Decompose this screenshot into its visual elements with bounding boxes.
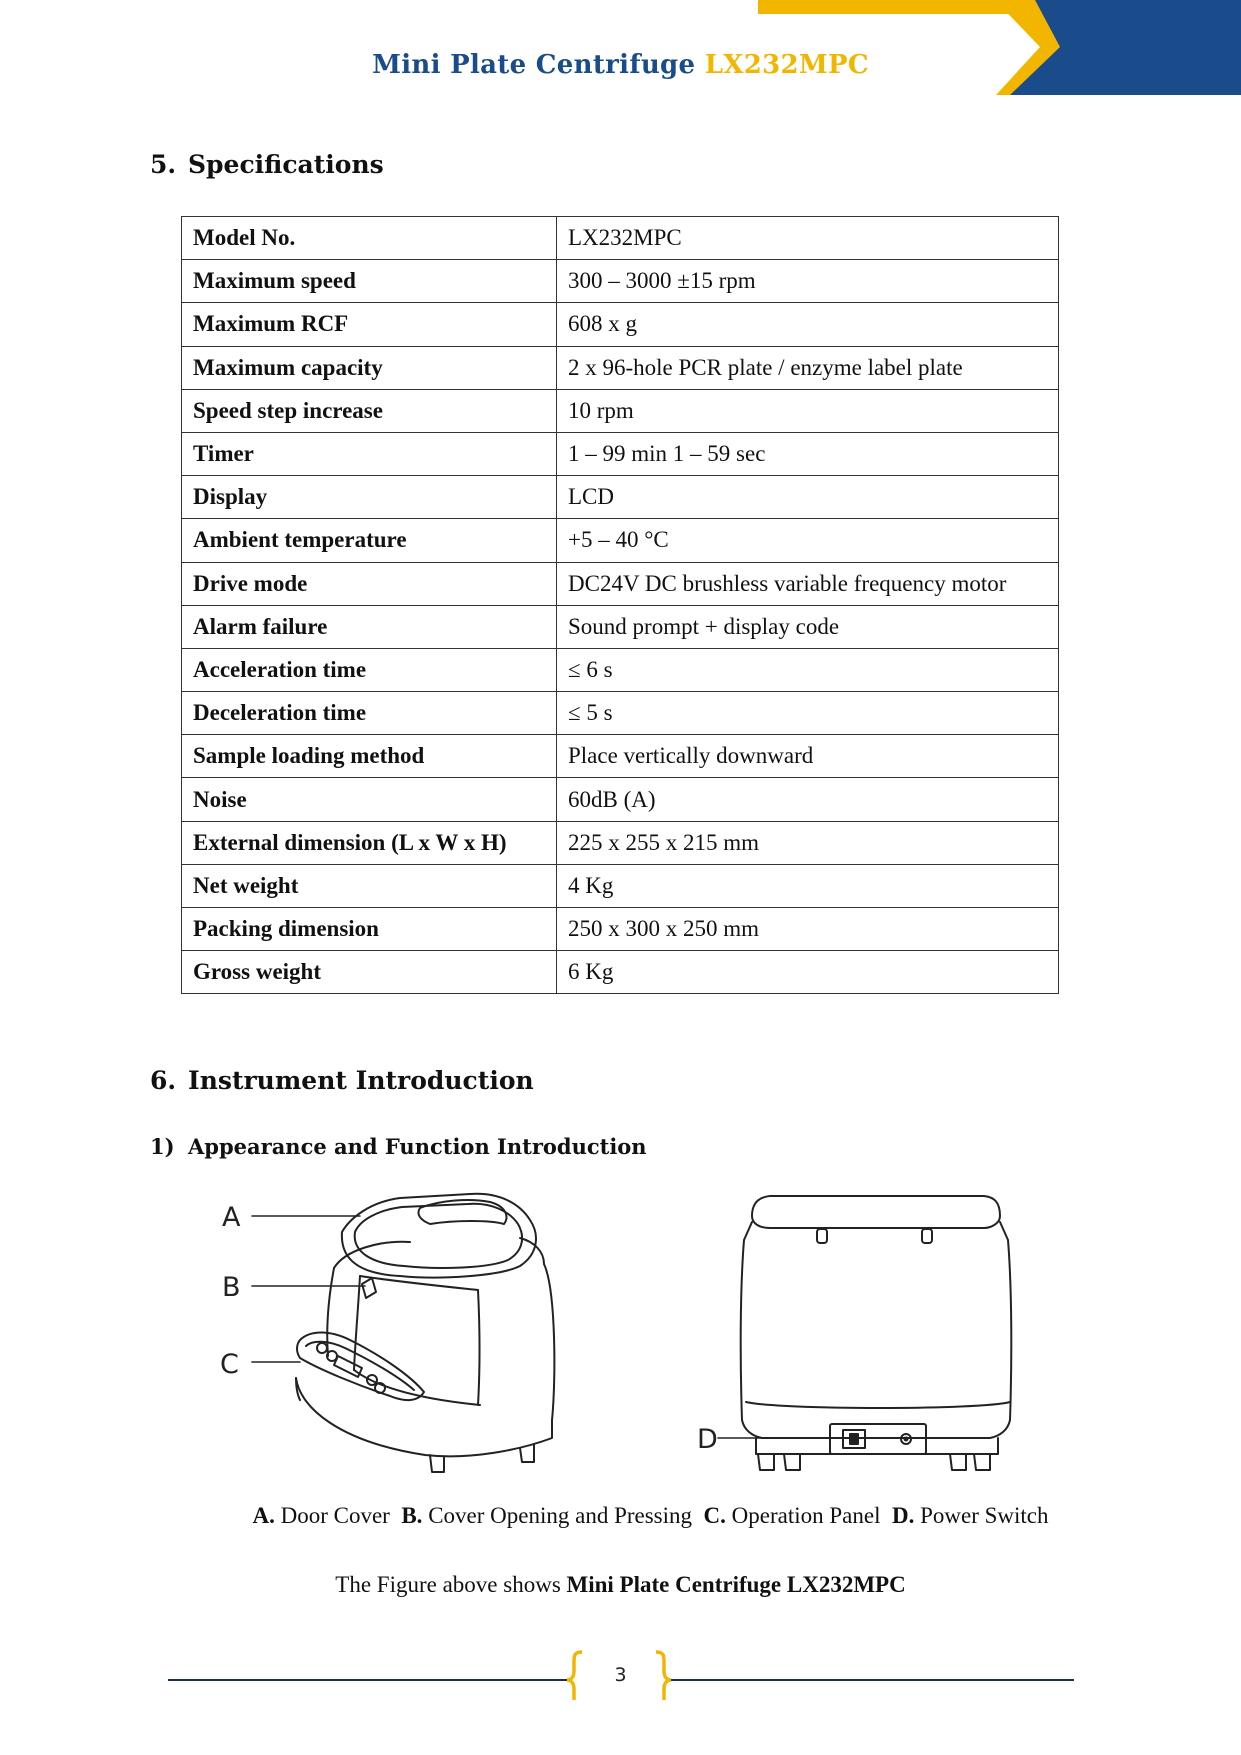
spec-value: LX232MPC (557, 217, 1059, 260)
spec-value: 608 x g (557, 303, 1059, 346)
spec-value: 6 Kg (557, 951, 1059, 994)
spec-row (182, 260, 1059, 303)
spec-row (182, 778, 1059, 821)
centrifuge-figure (0, 1180, 1241, 1490)
section-6-title: Instrument Introduction (188, 1066, 534, 1095)
spec-row (182, 432, 1059, 475)
spec-value: 2 x 96-hole PCR plate / enzyme label plate (557, 346, 1059, 389)
legend-b-key: B. (401, 1503, 423, 1528)
section-5-heading (150, 150, 384, 179)
spec-row (182, 562, 1059, 605)
specifications-table (181, 216, 1059, 994)
spec-key: Gross weight (182, 951, 557, 994)
spec-key: Timer (182, 432, 557, 475)
header-title-main: Mini Plate Centrifuge (372, 50, 696, 80)
spec-row (182, 692, 1059, 735)
centrifuge-front-view (252, 1194, 554, 1472)
section-6-number: 6. (150, 1066, 177, 1095)
spec-row (182, 303, 1059, 346)
spec-key: Speed step increase (182, 389, 557, 432)
figure-label-c: C (220, 1349, 239, 1380)
spec-value: 4 Kg (557, 864, 1059, 907)
figure-caption-bold: Mini Plate Centrifuge LX232MPC (566, 1572, 906, 1597)
section-6-heading (150, 1066, 534, 1095)
spec-key: Noise (182, 778, 557, 821)
spec-key: Sample loading method (182, 735, 557, 778)
spec-key: Model No. (182, 217, 557, 260)
spec-row (182, 346, 1059, 389)
spec-row (182, 648, 1059, 691)
spec-row (182, 605, 1059, 648)
legend-c-text: Operation Panel (731, 1503, 881, 1528)
centrifuge-rear-view (718, 1196, 1011, 1470)
legend-a-text: Door Cover (280, 1503, 390, 1528)
legend-b-text: Cover Opening and Pressing (428, 1503, 693, 1528)
spec-key: Drive mode (182, 562, 557, 605)
spec-row (182, 864, 1059, 907)
spec-key: Net weight (182, 864, 557, 907)
spec-value: ≤ 5 s (557, 692, 1059, 735)
spec-key: Display (182, 476, 557, 519)
spec-row (182, 821, 1059, 864)
spec-value: Place vertically downward (557, 735, 1059, 778)
page-number: 3 (614, 1664, 627, 1686)
figure-caption-prefix: The Figure above shows (335, 1572, 561, 1597)
subsection-1-heading (150, 1134, 647, 1159)
spec-row (182, 735, 1059, 778)
spec-value: 10 rpm (557, 389, 1059, 432)
legend-a-key: A. (252, 1503, 275, 1528)
figure-label-a: A (222, 1202, 241, 1233)
spec-value: 1 – 99 min 1 – 59 sec (557, 432, 1059, 475)
subsection-1-number: 1) (150, 1134, 175, 1159)
spec-value: +5 – 40 °C (557, 519, 1059, 562)
spec-row (182, 389, 1059, 432)
spec-value: 250 x 300 x 250 mm (557, 908, 1059, 951)
spec-key: Deceleration time (182, 692, 557, 735)
spec-value: ≤ 6 s (557, 648, 1059, 691)
spec-value: Sound prompt + display code (557, 605, 1059, 648)
section-5-number: 5. (150, 150, 177, 179)
spec-row (182, 476, 1059, 519)
spec-value: DC24V DC brushless variable frequency motor (557, 562, 1059, 605)
legend-c-key: C. (703, 1503, 726, 1528)
header-title-model: LX232MPC (704, 50, 869, 80)
figure-label-b: B (222, 1272, 241, 1303)
spec-key: Packing dimension (182, 908, 557, 951)
spec-value: 225 x 255 x 215 mm (557, 821, 1059, 864)
spec-key: Ambient temperature (182, 519, 557, 562)
figure-label-d: D (697, 1424, 718, 1455)
spec-key: Maximum speed (182, 260, 557, 303)
spec-row (182, 951, 1059, 994)
subsection-1-title: Appearance and Function Introduction (188, 1134, 647, 1159)
spec-key: Alarm failure (182, 605, 557, 648)
spec-key: External dimension (L x W x H) (182, 821, 557, 864)
figure-caption (0, 1572, 1241, 1598)
spec-value: 60dB (A) (557, 778, 1059, 821)
legend-d-key: D. (891, 1503, 915, 1528)
spec-key: Maximum RCF (182, 303, 557, 346)
spec-key: Maximum capacity (182, 346, 557, 389)
spec-row (182, 519, 1059, 562)
page-header-title (0, 50, 1241, 80)
legend-d-text: Power Switch (920, 1503, 1049, 1528)
spec-value: 300 – 3000 ±15 rpm (557, 260, 1059, 303)
spec-value: LCD (557, 476, 1059, 519)
spec-key: Acceleration time (182, 648, 557, 691)
section-5-title: Specifications (188, 150, 384, 179)
spec-row (182, 217, 1059, 260)
figure-legend (0, 1503, 1241, 1529)
spec-row (182, 908, 1059, 951)
